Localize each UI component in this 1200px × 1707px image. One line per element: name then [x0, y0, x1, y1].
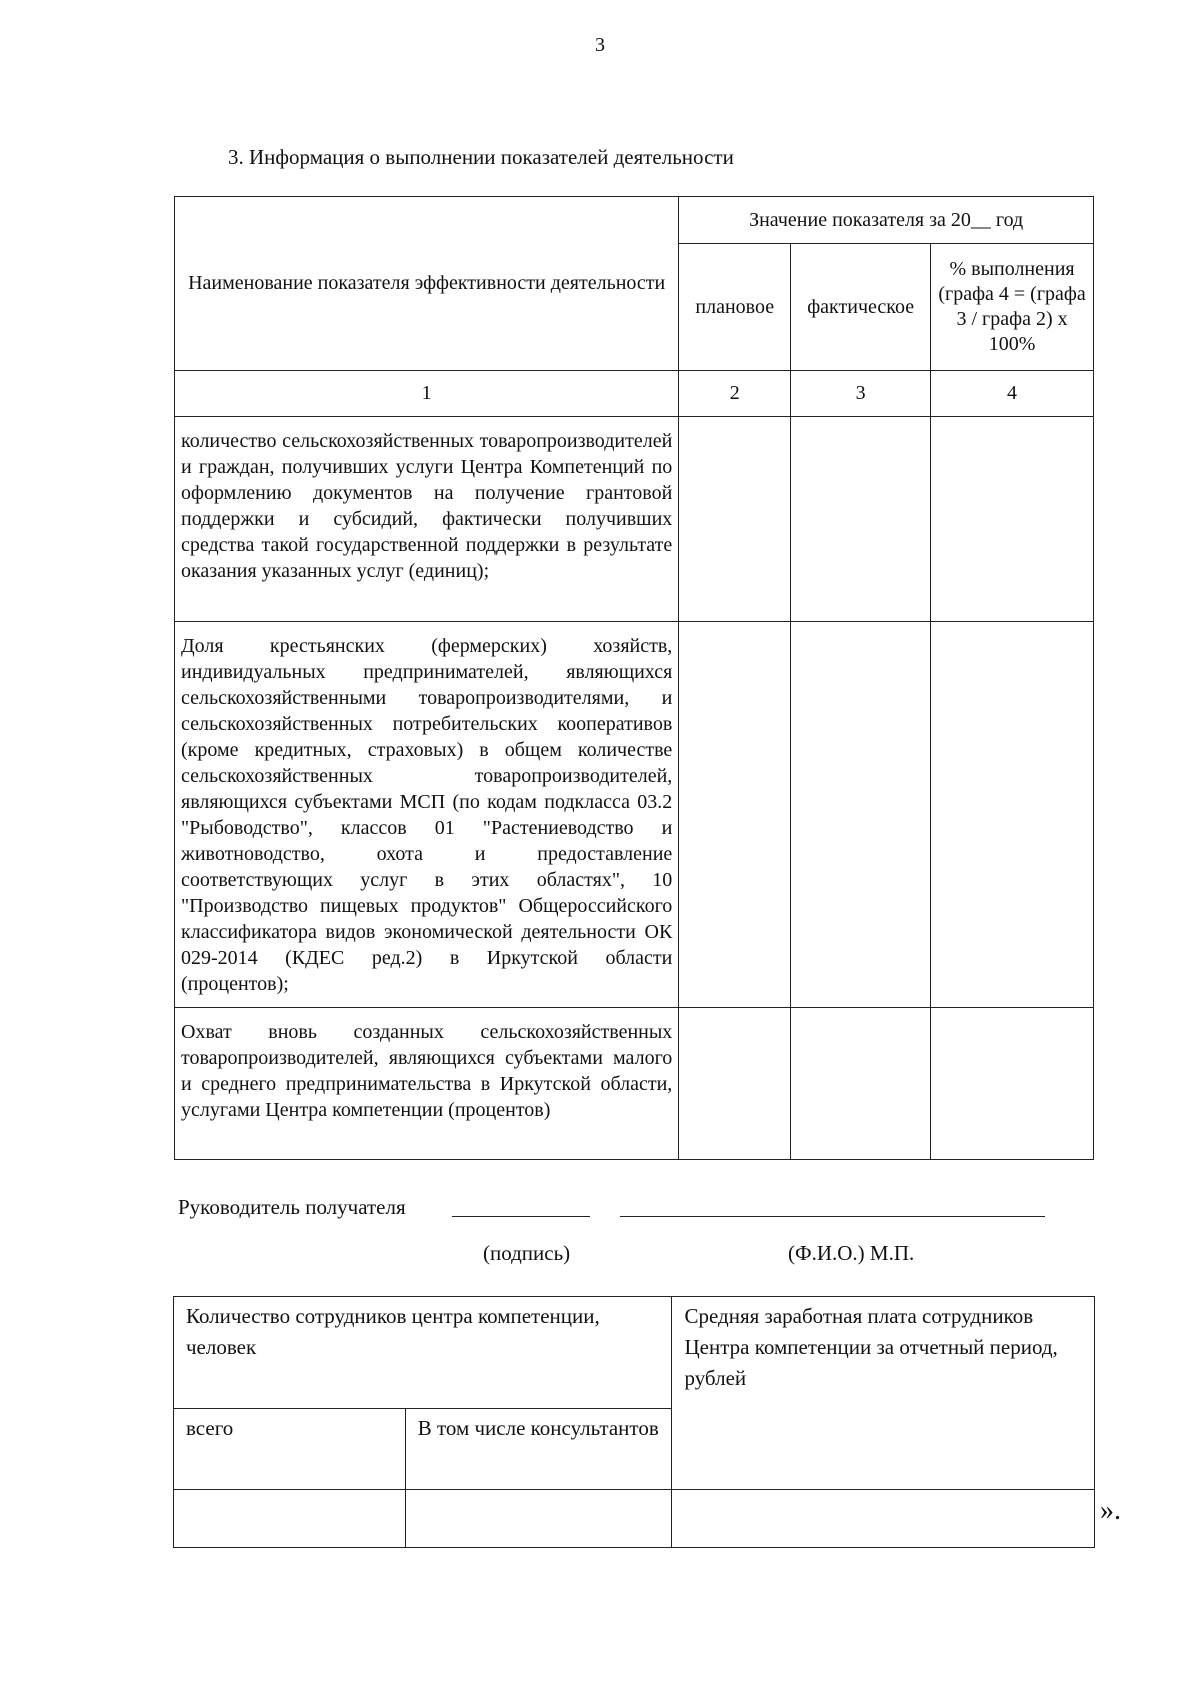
total-value: [174, 1490, 406, 1548]
header-average-salary: Средняя заработная плата сотрудников Центра компетенции за отчетный период, рублей: [672, 1297, 1095, 1490]
header-percent: % выполнения (графа 4 = (графа 3 / графа 2) х 100%: [931, 244, 1094, 371]
closing-quote: ».: [1100, 1495, 1121, 1526]
table-row: [175, 622, 1094, 1008]
salary-value: [672, 1490, 1095, 1548]
header-actual: фактическое: [791, 244, 931, 371]
consultants-value: [405, 1490, 672, 1548]
indicators-table: [174, 196, 1094, 1160]
indicator-name: Доля крестьянских (фермерских) хозяйств, индивидуальных предпринимателей, являющихся сельскохозяйственными товаропроизводителями, и сельскохозяйственных потребительских кооперативов (кроме кредитных, страховых) в общем количестве сельскохозяйственных товаропроизводителей, являющихся субъектами МСП (по кодам подкласса 03.2 "Рыбоводство", классов 01 "Растениеводство и животноводство, охота и предоставление соответствующих услуг в этих областях", 10 "Производство пищевых продуктов" Общероссийского классификатора видов экономической деятельности ОК 029-2014 (КДЕС ред.2) в Иркутской области (процентов);: [175, 622, 679, 1008]
column-number: 1: [175, 371, 679, 417]
actual-value: [791, 1008, 931, 1160]
percent-value: [931, 417, 1094, 622]
actual-value: [791, 417, 931, 622]
table-row: [174, 1490, 1095, 1548]
subheader-consultants: В том числе консультантов: [405, 1409, 672, 1490]
planned-value: [679, 417, 791, 622]
signature-line: [452, 1216, 590, 1217]
column-number: 2: [679, 371, 791, 417]
percent-value: [931, 1008, 1094, 1160]
subheader-total: всего: [174, 1409, 406, 1490]
header-indicator-name: Наименование показателя эффективности деятельности: [175, 197, 679, 371]
signature-label: Руководитель получателя: [178, 1195, 406, 1219]
column-number: 3: [791, 371, 931, 417]
indicator-name: Охват вновь созданных сельскохозяйственных товаропроизводителей, являющихся субъектами малого и среднего предпринимательства в Иркутской области, услугами Центра компетенции (процентов): [175, 1008, 679, 1160]
section-title: 3. Информация о выполнении показателей деятельности: [228, 145, 734, 169]
column-number-row: [175, 371, 1094, 417]
planned-value: [679, 622, 791, 1008]
header-staff-count: Количество сотрудников центра компетенции, человек: [174, 1297, 672, 1409]
fio-caption: (Ф.И.О.) М.П.: [788, 1241, 915, 1265]
indicator-name: количество сельскохозяйственных товаропроизводителей и граждан, получивших услуги Центра Компетенций по оформлению документов на получение грантовой поддержки и субсидий, фактически получивших средства такой государственной поддержки в результате оказания указанных услуг (единиц);: [175, 417, 679, 622]
planned-value: [679, 1008, 791, 1160]
percent-value: [931, 622, 1094, 1008]
header-planned: плановое: [679, 244, 791, 371]
table-row: [175, 417, 1094, 622]
actual-value: [791, 622, 931, 1008]
column-number: 4: [931, 371, 1094, 417]
page-number: 3: [595, 34, 605, 56]
signature-caption: (подпись): [483, 1241, 571, 1265]
table-row: [175, 1008, 1094, 1160]
staff-table: [173, 1296, 1095, 1548]
fio-line: [620, 1216, 1045, 1217]
header-value-group: Значение показателя за 20__ год: [679, 197, 1094, 244]
